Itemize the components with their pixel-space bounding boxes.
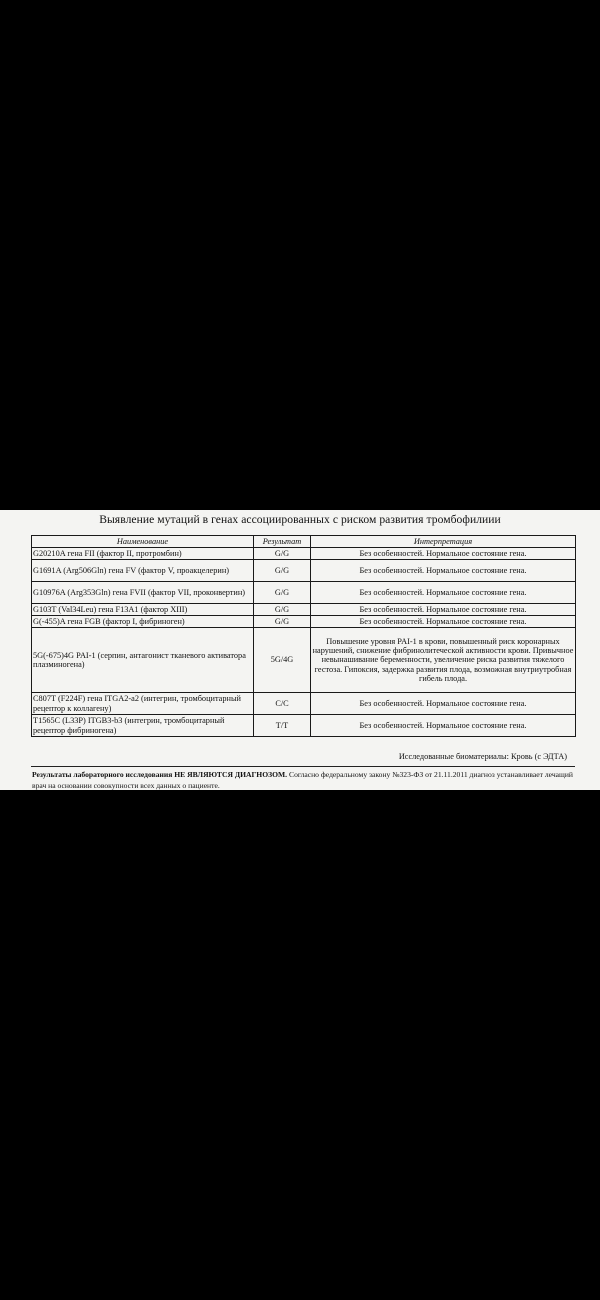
column-header-name: Наименование	[32, 536, 254, 548]
divider	[31, 766, 575, 767]
row-interpretation: Повышение уровня PAI-1 в крови, повышенный риск коронарных нарушений, снижение фибринолитеческой активности крови. Привычное невынашивание беременности, увеличение риска развития тяжелого гестоза. Гипоксия, задержка развития плода, возможная внутриутробная гибель плода.	[311, 628, 576, 693]
disclaimer-bold: Результаты лабораторного исследования НЕ ЯВЛЯЮТСЯ ДИАГНОЗОМ.	[32, 770, 288, 779]
row-name: C807T (F224F) гена ITGA2-a2 (интегрин, тромбоцитарный рецептор к коллагену)	[32, 693, 254, 715]
row-name: T1565C (L33P) ITGB3-b3 (интегрин, тромбоцитарный рецептор фибриногена)	[32, 715, 254, 737]
row-interpretation: Без особенностей. Нормальное состояние гена.	[311, 582, 576, 604]
row-interpretation: Без особенностей. Нормальное состояние гена.	[311, 560, 576, 582]
row-result: 5G/4G	[254, 628, 311, 693]
row-interpretation: Без особенностей. Нормальное состояние гена.	[311, 604, 576, 616]
row-result: C/C	[254, 693, 311, 715]
table-row	[32, 616, 576, 628]
table-row	[32, 560, 576, 582]
disclaimer	[32, 770, 577, 790]
table-row	[32, 548, 576, 560]
column-header-interpretation: Интерпретация	[311, 536, 576, 548]
table-row	[32, 715, 576, 737]
row-interpretation: Без особенностей. Нормальное состояние гена.	[311, 548, 576, 560]
row-result: G/G	[254, 582, 311, 604]
biomaterial-note: Исследованные биоматериалы: Кровь (с ЭДТА)	[398, 752, 567, 761]
row-result: G/G	[254, 560, 311, 582]
table-row	[32, 582, 576, 604]
row-name: G10976A (Arg353Gln) гена FVII (фактор VII, проконвертин)	[32, 582, 254, 604]
table-header-row	[32, 536, 576, 548]
row-result: G/G	[254, 604, 311, 616]
row-result: G/G	[254, 548, 311, 560]
row-name: G20210A гена FII (фактор II, протромбин)	[32, 548, 254, 560]
document-page	[0, 510, 600, 790]
column-header-result: Результат	[254, 536, 311, 548]
table-row	[32, 693, 576, 715]
row-name: G103T (Val34Leu) гена F13A1 (фактор XIII)	[32, 604, 254, 616]
row-name: G1691A (Arg506Gln) гена FV (фактор V, проакцелерин)	[32, 560, 254, 582]
row-interpretation: Без особенностей. Нормальное состояние гена.	[311, 693, 576, 715]
row-interpretation: Без особенностей. Нормальное состояние гена.	[311, 616, 576, 628]
row-name: 5G(-675)4G PAI-1 (серпин, антагонист тканевого активатора плазминогена)	[32, 628, 254, 693]
row-name: G(-455)A гена FGB (фактор I, фибриноген)	[32, 616, 254, 628]
disclaimer-text: Согласно федеральному закону №323-ФЗ от 21.11.2011 диагноз устанавливает лечащий врач на основании совокупности всех данных о пациенте.	[32, 770, 573, 790]
row-interpretation: Без особенностей. Нормальное состояние гена.	[311, 715, 576, 737]
table-row	[32, 628, 576, 693]
table-row	[32, 604, 576, 616]
row-result: G/G	[254, 616, 311, 628]
results-table	[31, 535, 576, 737]
row-result: T/T	[254, 715, 311, 737]
page-title: Выявление мутаций в генах ассоциированных с риском развития тромбофилиии	[99, 513, 501, 526]
